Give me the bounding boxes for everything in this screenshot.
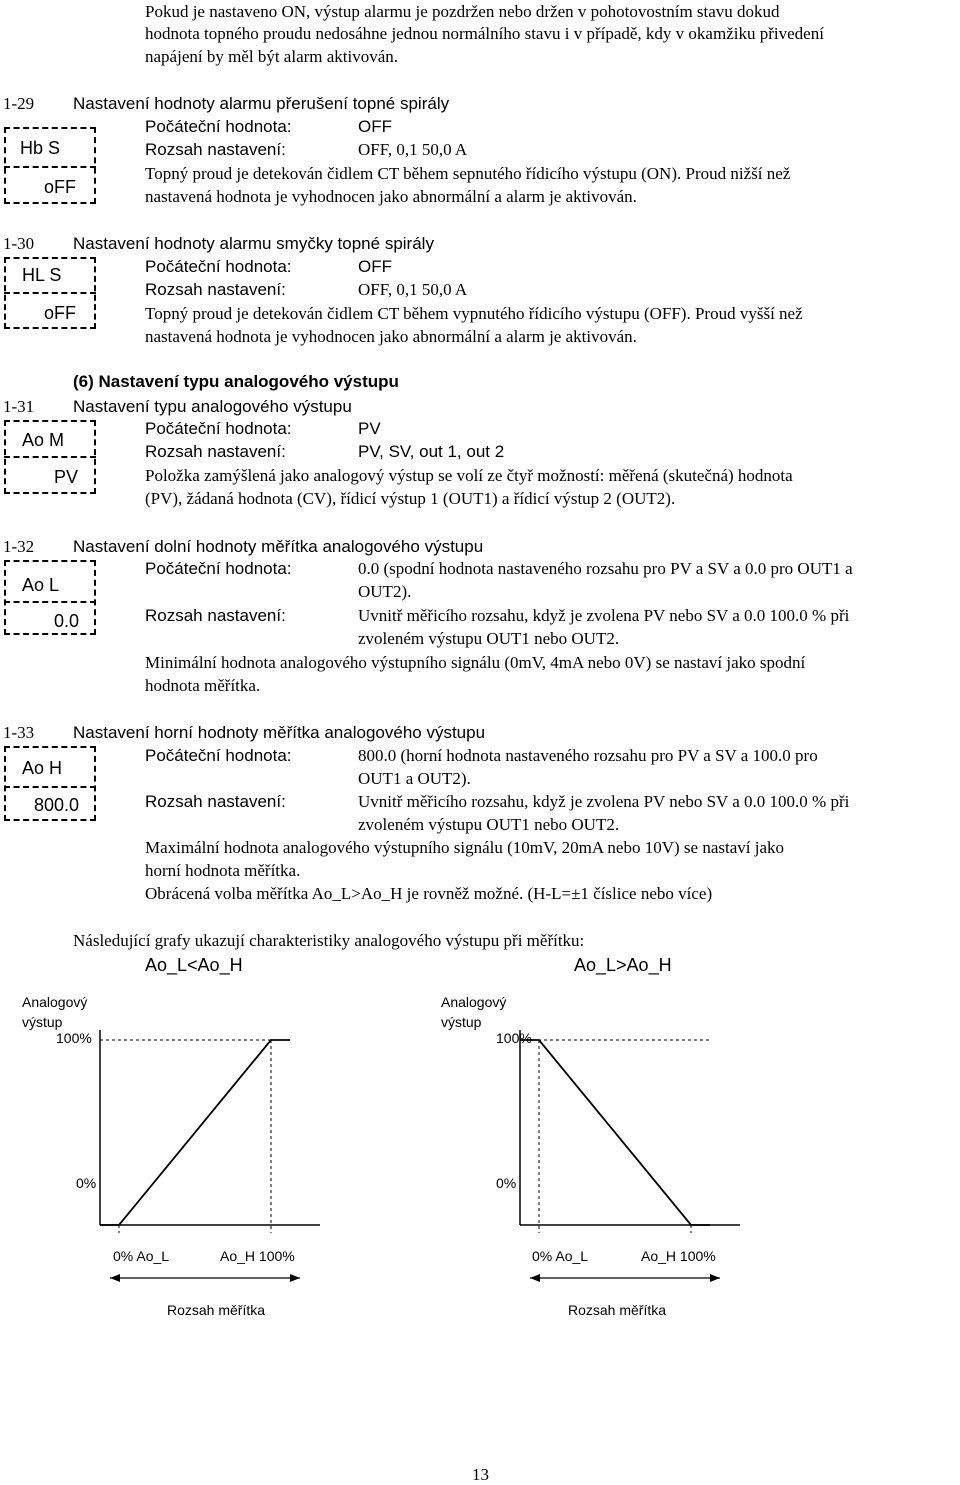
heading-analog-output-type: (6) Nastavení typu analogového výstupu [73,372,399,391]
display-value: PV [54,467,79,487]
display-value: 0.0 [54,611,80,631]
init-value-line-2: OUT2). [358,582,412,601]
section-number: 1-30 [3,234,35,253]
range-value-line-2: zvoleném výstupu OUT1 nebo OUT2. [358,815,620,834]
description-line-1: Minimální hodnota analogového výstupního signálu (0mV, 4mA nebo 0V) se nastaví jako spodní [145,653,806,672]
section-title: Nastavení horní hodnoty měřítka analogového výstupu [73,723,486,742]
init-label: Počáteční hodnota: [145,746,292,765]
graph-title: Ao_L>Ao_H [574,955,672,975]
section-title: Nastavení typu analogového výstupu [73,397,352,416]
display-parameter: Ao M [22,430,65,450]
description-line-2: hodnota měřítka. [145,676,261,695]
x-tick-left: 0% Ao_L [532,1248,589,1264]
init-label: Počáteční hodnota: [145,117,292,136]
y-tick-top: 100% [496,1030,532,1046]
range-arrow-right-head [710,1274,720,1282]
range-arrow-left-head [110,1274,120,1282]
range-value: OFF, 0,1 50,0 A [358,280,468,299]
range-arrow-left-head [530,1274,540,1282]
display-divider [4,786,96,788]
intro-line-1: Pokud je nastaveno ON, výstup alarmu je pozdržen nebo držen v pohotovostním stavu dokud [145,2,780,21]
description-line-1: Topný proud je detekován čidlem CT během sepnutého řídicího výstupu (ON). Proud nižší než [145,164,791,183]
display-parameter: Ao L [22,575,60,595]
display-parameter: Hb S [20,138,61,158]
display-box [4,560,96,635]
range-value-line-2: zvoleném výstupu OUT1 nebo OUT2. [358,629,620,648]
section-title: Nastavení hodnoty alarmu přerušení topné spirály [73,94,450,113]
description-line-2: (PV), žádaná hodnota (CV), řídicí výstup 1 (OUT1) a řídicí výstup 2 (OUT2). [145,489,676,508]
range-value: PV, SV, out 1, out 2 [358,442,505,461]
description-line-2: nastavená hodnota je vyhodnocen jako abnormální a alarm je aktivován. [145,327,637,346]
page-number: 13 [472,1465,489,1484]
series-line [520,1040,710,1225]
init-value-line-2: OUT1 a OUT2). [358,769,471,788]
init-value: OFF [358,117,392,136]
description-line-1: Položka zamýšlená jako analogový výstup se volí ze čtyř možností: měřená (skutečná) hodnota [145,466,793,485]
x-tick-right: Ao_H 100% [641,1248,716,1264]
range-label: Rozsah nastavení: [145,606,286,625]
init-value: OFF [358,257,392,276]
range-label: Rozsah nastavení: [145,792,286,811]
init-value: PV [358,419,381,438]
init-label: Počáteční hodnota: [145,419,292,438]
display-divider [4,456,96,458]
y-axis-label: Analogový výstup [22,994,88,1030]
display-parameter: HL S [22,265,62,285]
init-value-line-1: 0.0 (spodní hodnota nastaveného rozsahu pro PV a SV a 0.0 pro OUT1 a [358,559,853,578]
x-axis-label: Rozsah měřítka [568,1302,667,1318]
graph-title: Ao_L<Ao_H [145,955,243,975]
display-value: oFF [44,177,77,197]
description-line-2: nastavená hodnota je vyhodnocen jako abnormální a alarm je aktivován. [145,187,637,206]
display-value: 800.0 [34,795,80,815]
intro-line-2: hodnota topného proudu nedosáhne jednou normálního stavu i v případě, kdy v okamžiku přivedení [145,24,824,43]
section-number: 1-32 [3,537,35,556]
y-axis-label: Analogový výstup [441,994,507,1030]
range-value-line-1: Uvnitř měřicího rozsahu, když je zvolena PV nebo SV a 0.0 100.0 % při [358,792,850,811]
display-divider [4,292,96,294]
chart-plot-1 [0,1010,420,1310]
display-value: oFF [44,303,77,323]
display-divider [4,166,96,168]
init-value-line-1: 800.0 (horní hodnota nastaveného rozsahu pro PV a SV a 100.0 pro [358,746,818,765]
range-value-line-1: Uvnitř měřicího rozsahu, když je zvolena PV nebo SV a 0.0 100.0 % při [358,606,850,625]
y-tick-bottom: 0% [496,1175,517,1191]
intro-line-3: napájení by měl být alarm aktivován. [145,47,399,66]
section-title: Nastavení hodnoty alarmu smyčky topné spirály [73,234,434,253]
range-value: OFF, 0,1 50,0 A [358,140,468,159]
section-number: 1-31 [3,397,35,416]
range-label: Rozsah nastavení: [145,442,286,461]
series-line [100,1040,290,1225]
init-label: Počáteční hodnota: [145,257,292,276]
x-axis-label: Rozsah měřítka [167,1302,266,1318]
range-label: Rozsah nastavení: [145,140,286,159]
y-tick-top: 100% [56,1030,92,1046]
section-number: 1-29 [3,94,35,113]
chart-plot-2 [420,1010,840,1310]
init-label: Počáteční hodnota: [145,559,292,578]
description-line-3: Obrácená volba měřítka Ao_L>Ao_H je rovněž možné. (H-L=±1 číslice nebo více) [145,884,713,903]
display-divider [4,601,96,603]
section-title: Nastavení dolní hodnoty měřítka analogového výstupu [73,537,484,556]
range-label: Rozsah nastavení: [145,280,286,299]
description-line-2: horní hodnota měřítka. [145,861,301,880]
display-parameter: Ao H [22,758,63,778]
range-arrow-right-head [290,1274,300,1282]
section-number: 1-33 [3,723,35,742]
x-tick-left: 0% Ao_L [113,1248,170,1264]
graphs-intro: Následující grafy ukazují charakteristiky analogového výstupu při měřítku: [73,931,585,950]
x-tick-right: Ao_H 100% [220,1248,295,1264]
description-line-1: Topný proud je detekován čidlem CT během vypnutého řídicího výstupu (OFF). Proud vyšší než [145,304,803,323]
y-tick-bottom: 0% [76,1175,97,1191]
description-line-1: Maximální hodnota analogového výstupního signálu (10mV, 20mA nebo 10V) se nastaví jako [145,838,784,857]
